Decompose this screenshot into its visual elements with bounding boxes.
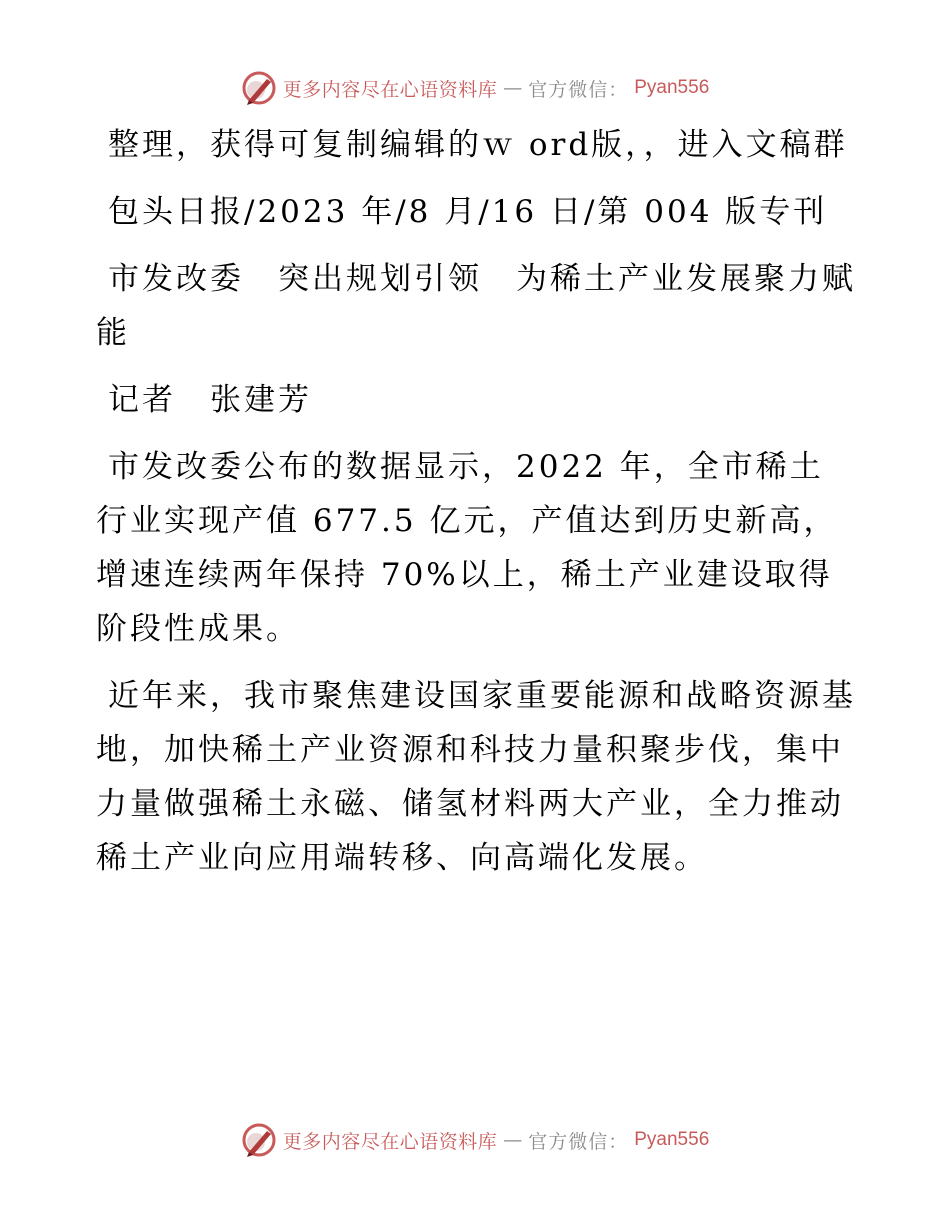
footer-watermark xyxy=(0,1122,950,1158)
watermark-dash: — xyxy=(503,1129,523,1151)
watermark-wechat-id: Pyan556 xyxy=(634,1129,710,1150)
pen-logo-icon xyxy=(241,1122,277,1158)
watermark-brand: 更多内容尽在心语资料库 xyxy=(282,1130,498,1153)
byline: 记者 张建芳 xyxy=(108,382,312,418)
source-line: 包头日报/2023 年/8 月/16 日/第 004 版专刊 xyxy=(108,194,828,230)
watermark-label: 官方微信： xyxy=(528,78,629,101)
document-body xyxy=(96,118,856,898)
pen-logo-icon xyxy=(241,70,277,106)
watermark-wechat-id: Pyan556 xyxy=(634,77,710,98)
header-watermark xyxy=(0,70,950,106)
watermark-dash: — xyxy=(503,77,523,99)
intro-note: 整理，获得可复制编辑的ｗ ord版，，进入文稿群 xyxy=(108,127,848,163)
watermark-brand: 更多内容尽在心语资料库 xyxy=(282,78,498,101)
watermark-label: 官方微信： xyxy=(528,1130,629,1153)
body-paragraph: 市发改委公布的数据显示，2022 年，全市稀土行业实现产值 677.5 亿元，产值达到历史新高，增速连续两年保持 70%以上，稀土产业建设取得阶段性成果。 xyxy=(96,449,838,647)
article-title: 市发改委 突出规划引领 为稀土产业发展聚力赋能 xyxy=(96,261,856,351)
body-paragraph: 近年来，我市聚焦建设国家重要能源和战略资源基地，加快稀土产业资源和科技力量积聚步伐，集中力量做强稀土永磁、储氢材料两大产业，全力推动稀土产业向应用端转移、向高端化发展。 xyxy=(96,678,856,876)
